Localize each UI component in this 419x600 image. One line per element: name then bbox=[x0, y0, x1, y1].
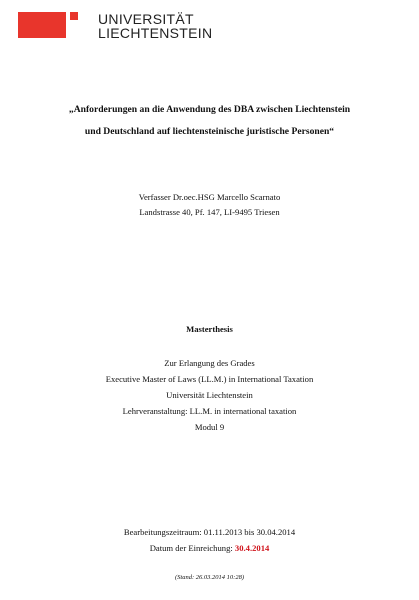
thesis-heading: Masterthesis bbox=[186, 324, 233, 334]
thesis-line-3: Universität Liechtenstein bbox=[166, 390, 253, 400]
logo-text-line1: UNIVERSITÄT bbox=[98, 11, 194, 27]
submission-date-value: 30.4.2014 bbox=[234, 543, 270, 553]
thesis-line-5: Modul 9 bbox=[194, 422, 225, 432]
submission-date-label: Datum der Einreichung: bbox=[149, 543, 235, 553]
thesis-line-4: Lehrveranstaltung: LL.M. in international taxation bbox=[122, 406, 297, 416]
processing-period: Bearbeitungszeitraum: 01.11.2013 bis 30.04.2014 bbox=[123, 527, 296, 537]
author-name: Verfasser Dr.oec.HSG Marcello Scarnato bbox=[138, 192, 281, 202]
status-stamp: (Stand: 26.03.2014 10:28) bbox=[175, 574, 244, 581]
thesis-line-2: Executive Master of Laws (LL.M.) in International Taxation bbox=[105, 374, 314, 384]
submission-date-line bbox=[0, 541, 419, 555]
thesis-line-1: Zur Erlangung des Grades bbox=[164, 358, 255, 368]
logo-red-square bbox=[70, 12, 78, 20]
university-logo bbox=[18, 12, 228, 40]
logo-red-block bbox=[18, 12, 66, 38]
author-address: Landstrasse 40, Pf. 147, LI-9495 Triesen bbox=[139, 207, 280, 217]
title-line-1: „Anforderungen an die Anwendung des DBA zwischen Liechtenstein bbox=[68, 104, 351, 115]
title-line-2: und Deutschland auf liechtensteinische juristische Personen“ bbox=[84, 126, 335, 137]
logo-text-line2: LIECHTENSTEIN bbox=[98, 25, 213, 41]
